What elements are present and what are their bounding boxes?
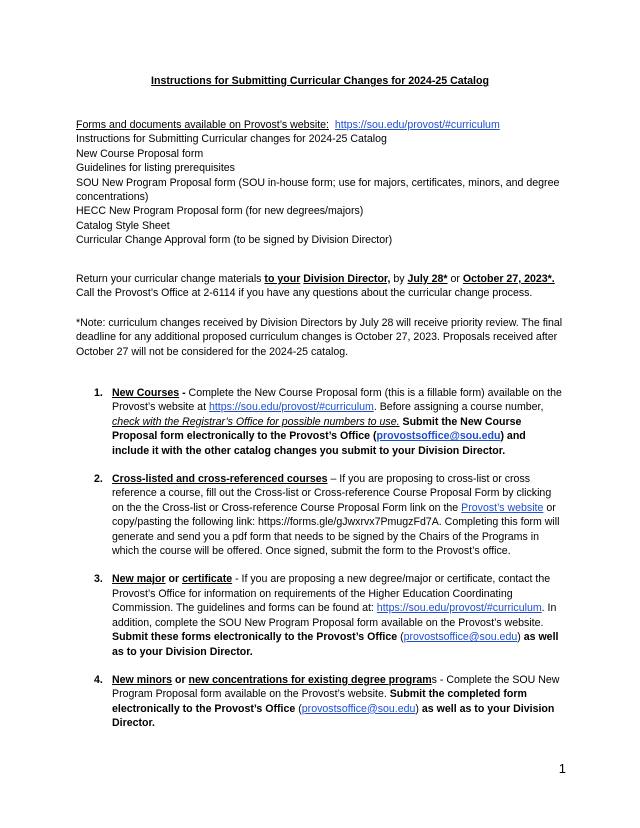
- return-text: Return your curricular change materials: [76, 273, 265, 285]
- curriculum-link[interactable]: https://sou.edu/provost/#curriculum: [376, 602, 542, 615]
- item-number: 4.: [94, 673, 103, 686]
- forms-heading: Forms and documents available on Provost’s website:: [76, 119, 330, 131]
- item-bold-text: Submit these forms electronically to the Provost’s Office: [112, 631, 398, 644]
- item-number: 1.: [94, 387, 103, 399]
- item-bold-text: Submit the New Course Proposal form electronically to the Provost’s Office (: [112, 415, 522, 443]
- list-item: [76, 472, 564, 558]
- item-separator: –: [327, 473, 340, 486]
- email-link[interactable]: provostsoffice@sou.edu: [301, 702, 416, 715]
- item-heading: Cross-listed and cross-referenced courses: [112, 473, 328, 486]
- deadline-note: *Note: curriculum changes received by Division Directors by July 28 will receive priority review. The final deadline for any additional proposed curriculum changes is October 27, 2023. Proposals received after October 27 will not be considered for the 2024-25 catalog.: [76, 317, 563, 358]
- return-or: or: [447, 273, 463, 285]
- list-item: [76, 386, 564, 458]
- item-heading: New Courses: [112, 387, 180, 399]
- deadline-july: July 28*: [407, 273, 448, 285]
- return-by: by: [390, 273, 408, 285]
- item-bold-text: as well as to your Division Director.: [112, 631, 559, 658]
- item-paren: (: [397, 631, 404, 644]
- provost-website-link[interactable]: Provost’s website: [461, 501, 544, 514]
- item-paren: ): [415, 702, 422, 715]
- forms-heading-line: [76, 118, 564, 132]
- return-to-your: to your: [264, 273, 301, 285]
- item-separator: -: [179, 387, 189, 399]
- list-item: [76, 572, 564, 658]
- return-call-text: Call the Provost’s Office at 2-6114 if you have any questions about the curricular change process.: [76, 287, 533, 300]
- item-or: or: [172, 673, 189, 686]
- curriculum-link[interactable]: https://sou.edu/provost/#curriculum: [208, 401, 374, 414]
- page-number: 1: [558, 761, 566, 776]
- deadline-october: October 27, 2023*.: [462, 273, 555, 285]
- forms-item: Instructions for Submitting Curricular changes for 2024-25 Catalog: [76, 133, 387, 146]
- forms-item: Curricular Change Approval form (to be signed by Division Director): [76, 234, 393, 247]
- item-bold-text: Submit the completed form electronically to the Provost’s Office: [112, 688, 527, 715]
- item-text: Complete the New Course Proposal form (this is a fillable form) available on the Provost’s website at: [112, 387, 562, 414]
- forms-list: [76, 118, 564, 248]
- item-text: or copy/pasting the following link: https://forms.gle/gJwxrvx7PmugzFd7A. Completing this form will generate and send you a pdf form that needs to be signed by the Chairs of the Programs in which the course will be offered. Once signed, submit the form to the Provost’s office.: [112, 501, 560, 558]
- item-heading: certificate: [182, 573, 233, 586]
- item-text: . Before assigning a course number,: [373, 401, 544, 414]
- forms-item: Guidelines for listing prerequisites: [76, 162, 235, 175]
- forms-item: Catalog Style Sheet: [76, 219, 170, 232]
- item-heading: New major: [112, 573, 166, 586]
- list-item: [76, 673, 564, 731]
- item-heading: new concentrations for existing degree program: [188, 673, 432, 686]
- forms-item: SOU New Program Proposal form (SOU in-house form; use for majors, certificates, minors, and degree concentrations): [76, 176, 560, 204]
- registrar-note: check with the Registrar’s Office for possible numbers to use.: [112, 415, 400, 428]
- item-number: 2.: [94, 473, 103, 486]
- forms-item: HECC New Program Proposal form (for new degrees/majors): [76, 205, 364, 218]
- item-heading: New minors: [112, 673, 173, 686]
- email-link[interactable]: provostsoffice@sou.edu: [403, 631, 518, 644]
- item-bold-text: as well as to your Division Director.: [112, 702, 555, 730]
- item-paren: (: [295, 702, 302, 715]
- email-link[interactable]: provostsoffice@sou.edu: [376, 430, 501, 443]
- item-text: . In addition, complete the SOU New Program Proposal form available on the Provost’s website.: [112, 602, 557, 629]
- return-instructions: [76, 272, 564, 301]
- provost-website-link[interactable]: https://sou.edu/provost/#curriculum: [334, 119, 500, 131]
- return-division-director: Division Director,: [303, 273, 391, 285]
- item-text: - If you are proposing a new degree/major or certificate, contact the Provost’s Office for information on requirements of the Higher Education Coordinating Commission. The guidelines and forms can be found at:: [112, 573, 551, 615]
- item-text: If you are proposing to cross-list or cross reference a course, fill out the Cross-list or Cross-reference Course Proposal Form by clicking on the the Cross-list or Cross-reference Course Proposal Form link on the: [112, 473, 552, 514]
- instruction-list: [76, 386, 564, 745]
- document-title: Instructions for Submitting Curricular Changes for 2024-25 Catalog: [151, 75, 489, 87]
- item-text: s - Complete the SOU New Program Proposal form available on the Provost’s website.: [112, 673, 560, 701]
- item-number: 3.: [94, 573, 103, 586]
- item-bold-text: ) and include it with the other catalog changes you submit to your Division Director.: [112, 430, 526, 457]
- item-or: or: [165, 573, 183, 586]
- forms-item: New Course Proposal form: [76, 147, 204, 160]
- item-paren: ): [517, 631, 524, 644]
